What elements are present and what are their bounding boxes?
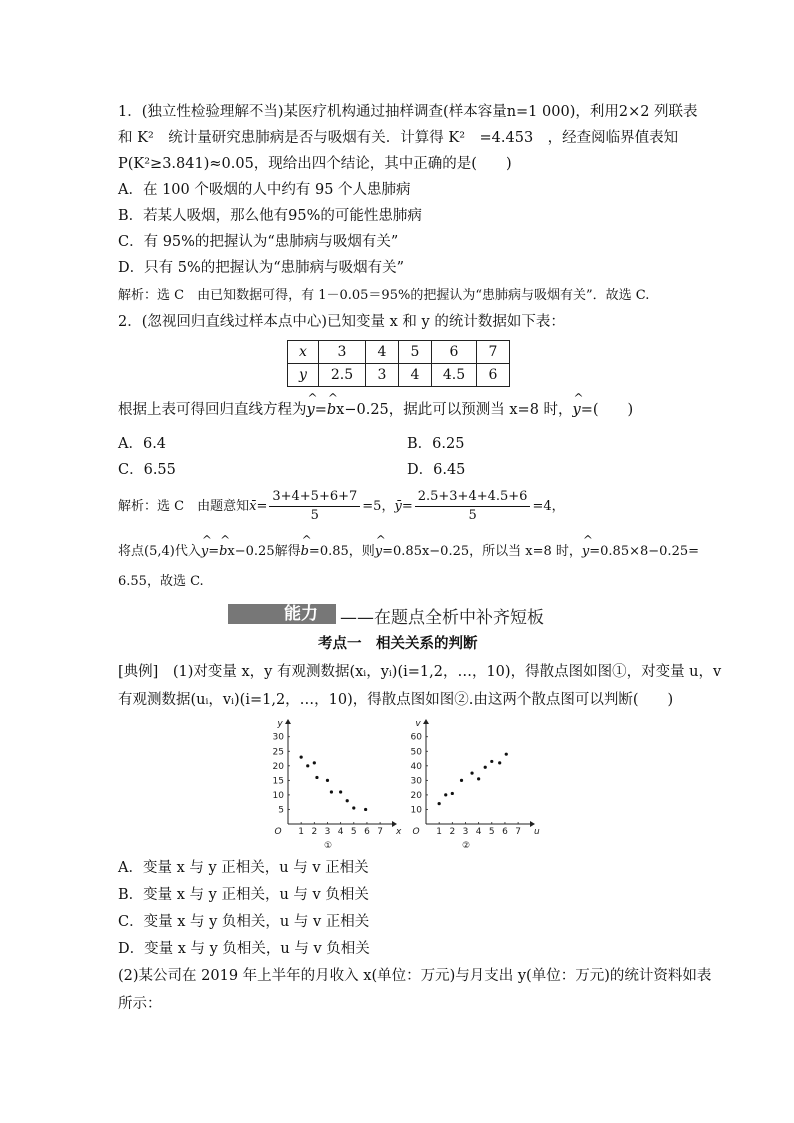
q1-stem-line3: P(K²≥3.841)≈0.05，现给出四个结论，其中正确的是( ) <box>118 156 512 172</box>
q2-option-d: D．6.45 <box>407 462 466 478</box>
example-part2-line1: (2)某公司在 2019 年上半年的月收入 x(单位：万元)与月支出 y(单位：万元)的统计资料如表 <box>118 968 712 984</box>
q2-solution-line3: 6.55，故选 C. <box>118 574 204 589</box>
q2-solution-eq: = <box>208 544 220 559</box>
y-tick-label: 40 <box>410 761 422 772</box>
y-tick-label: 20 <box>272 761 284 772</box>
table-cell: 6 <box>432 341 477 364</box>
q2-data-table <box>287 340 510 387</box>
x-tick-label: 3 <box>324 827 331 837</box>
example-option-c: C．变量 x 与 y 负相关，u 与 v 正相关 <box>118 914 370 930</box>
y-axis-arrow <box>285 719 291 724</box>
scatter-point <box>315 776 318 779</box>
b-hat: ^ b <box>219 542 227 562</box>
fraction <box>269 488 360 525</box>
scatter-point <box>470 771 473 774</box>
example-option-a: A．变量 x 与 y 正相关，u 与 v 正相关 <box>118 860 369 876</box>
scatter-point <box>451 792 454 795</box>
x-tick-label: 5 <box>350 827 357 837</box>
section-banner <box>228 602 568 626</box>
y-hat: ^ y <box>307 400 315 420</box>
fraction-numerator: 3+4+5+6+7 <box>269 488 360 507</box>
y-tick-label: 50 <box>410 747 422 758</box>
scatter-point <box>438 802 441 805</box>
y-axis-label: v <box>415 719 421 729</box>
table-cell: 5 <box>399 341 432 364</box>
fraction <box>415 488 531 525</box>
example-part2-line2: 所示： <box>118 996 162 1012</box>
scatter-point <box>444 793 447 796</box>
q2-solution-text-d: =0.85，则 <box>308 544 375 559</box>
scatter-point <box>484 766 487 769</box>
banner-text: ——在题点全析中补齐短板 <box>340 608 544 628</box>
scatter-point <box>330 790 333 793</box>
fraction-denominator: 5 <box>310 508 319 523</box>
y-tick-label: 5 <box>278 805 284 816</box>
q2-stem-eq: = <box>314 402 327 418</box>
x-tick-label: 1 <box>298 827 305 837</box>
scatter-chart-2 <box>396 716 540 851</box>
y-hat: ^ y <box>582 542 589 562</box>
x-tick-label: 7 <box>515 827 521 837</box>
q2-stem-text-c: x−0.25，据此可以预测当 x=8 时， <box>336 402 573 418</box>
y-tick-label: 30 <box>410 776 422 787</box>
q2-solution-line1: 解析：选 C 由题意知x̄= $\frac{3+4+5+6+7}{5}$ =5，ȳ= $\frac{2.5+3+4+4.5+6}{5}$ =4， <box>118 489 565 523</box>
y-axis-arrow <box>423 719 429 724</box>
q2-stem-line1: 2．(忽视回归直线过样本点中心)已知变量 x 和 y 的统计数据如下表： <box>118 314 565 330</box>
scatter-point <box>300 755 303 758</box>
scatter-point <box>326 779 329 782</box>
q2-option-b: B．6.25 <box>407 436 465 452</box>
q1-option-d: D．只有 5%的把握认为“患肺病与吸烟有关” <box>118 260 405 276</box>
q1-option-b: B．若某人吸烟，那么他有95%的可能性患肺病 <box>118 208 422 224</box>
x-tick-label: 2 <box>449 827 456 837</box>
y-tick-label: 30 <box>272 732 284 743</box>
q2-option-a: A．6.4 <box>118 436 167 452</box>
chart-caption: ① <box>323 841 333 851</box>
origin-label: O <box>412 827 420 837</box>
origin-label: O <box>274 827 282 837</box>
q1-option-a: A．在 100 个吸烟的人中约有 95 个人患肺病 <box>118 182 411 198</box>
table-cell: 4 <box>399 364 432 387</box>
x-tick-label: 5 <box>488 827 495 837</box>
y-hat: ^ y <box>201 542 208 562</box>
table-cell: 3 <box>366 364 399 387</box>
table-cell: 2.5 <box>319 364 366 387</box>
scatter-point <box>364 808 367 811</box>
q1-stem-line1: 1．(独立性检验理解不当)某医疗机构通过抽样调查(样本容量n=1 000)，利用2×2 列联表 <box>118 104 698 120</box>
scatter-point <box>339 790 342 793</box>
table-cell: x <box>288 341 319 364</box>
x-axis-label: x <box>396 827 402 837</box>
section-title: 考点一 相关关系的判断 <box>318 635 478 652</box>
example-option-d: D．变量 x 与 y 负相关，u 与 v 负相关 <box>118 941 370 957</box>
y-hat: ^ y <box>573 400 581 420</box>
q1-solution: 解析：选 C 由已知数据可得，有 1－0.05＝95%的把握认为“患肺病与吸烟有关”．故选 C. <box>118 288 650 303</box>
q2-solution-eq1: =5， <box>362 499 395 514</box>
scatter-point <box>313 761 316 764</box>
q2-solution-text-f: =0.85×8−0.25= <box>589 544 699 559</box>
banner-label: 能力 <box>284 604 318 624</box>
x-tick-label: 6 <box>502 827 508 837</box>
scatter-point <box>477 777 480 780</box>
y-tick-label: 60 <box>410 732 422 743</box>
scatter-point <box>505 753 508 756</box>
table-row <box>288 364 510 387</box>
q2-option-c: C．6.55 <box>118 462 176 478</box>
q2-solution-line2 <box>118 542 699 562</box>
table-row <box>288 341 510 364</box>
scatter-point <box>306 764 309 767</box>
q2-solution-text-e: =0.85x−0.25，所以当 x=8 时， <box>382 544 582 559</box>
example-line1: [典例] (1)对变量 x，y 有观测数据(xᵢ，yᵢ)(i=1,2，…，10)，得散点图如图①，对变量 u，v <box>118 664 722 680</box>
x-axis-label: u <box>534 827 540 837</box>
q2-solution-prefix: 解析：选 C 由题意知 <box>118 499 250 514</box>
x-tick-label: 3 <box>462 827 469 837</box>
example-option-b: B．变量 x 与 y 正相关，u 与 v 负相关 <box>118 887 369 903</box>
x-tick-label: 7 <box>377 827 383 837</box>
scatter-point <box>490 760 493 763</box>
x-tick-label: 2 <box>311 827 318 837</box>
x-tick-label: 6 <box>364 827 370 837</box>
y-axis-label: y <box>277 719 283 729</box>
x-tick-label: 4 <box>475 827 482 837</box>
x-tick-label: 4 <box>337 827 344 837</box>
q1-option-c: C．有 95%的把握认为“患肺病与吸烟有关” <box>118 234 399 250</box>
table-cell: 7 <box>477 341 510 364</box>
b-hat: ^ b <box>301 542 309 562</box>
fraction-denominator: 5 <box>468 508 477 523</box>
y-tick-label: 15 <box>272 776 284 787</box>
scatter-point <box>498 761 501 764</box>
scatter-point <box>460 779 463 782</box>
table-cell: 6 <box>477 364 510 387</box>
y-tick-label: 10 <box>272 790 284 801</box>
q2-solution-text-a: 将点(5,4)代入 <box>118 544 201 559</box>
q2-solution-eq2: =4， <box>532 499 565 514</box>
scatter-point <box>352 806 355 809</box>
scatter-chart-1 <box>258 716 402 851</box>
q1-stem-line2: 和 K² 统计量研究患肺病是否与吸烟有关．计算得 K² =4.453 ，经查阅临界值表知 <box>118 130 679 146</box>
y-tick-label: 10 <box>410 805 422 816</box>
y-bar: ȳ <box>394 499 402 514</box>
y-tick-label: 20 <box>410 790 422 801</box>
scatter-point <box>346 799 349 802</box>
b-hat: ^ b <box>327 400 336 420</box>
table-cell: 4.5 <box>432 364 477 387</box>
x-bar: x̄ <box>249 499 257 514</box>
y-hat: ^ y <box>375 542 382 562</box>
q2-stem-line2 <box>118 400 633 420</box>
q2-solution-text-c: x−0.25解得 <box>227 544 301 559</box>
x-tick-label: 1 <box>436 827 443 837</box>
fraction-numerator: 2.5+3+4+4.5+6 <box>415 488 531 507</box>
q2-stem-text-a: 根据上表可得回归直线方程为 <box>118 402 307 418</box>
q2-stem-text-d: =( ) <box>580 402 634 418</box>
table-cell: y <box>288 364 319 387</box>
banner-bar <box>228 604 336 624</box>
table-cell: 3 <box>319 341 366 364</box>
y-tick-label: 25 <box>272 747 284 758</box>
chart-caption: ② <box>461 841 471 851</box>
table-cell: 4 <box>366 341 399 364</box>
example-line2: 有观测数据(uᵢ，vᵢ)(i=1,2，…，10)，得散点图如图②.由这两个散点图可以判断( ) <box>118 692 674 708</box>
